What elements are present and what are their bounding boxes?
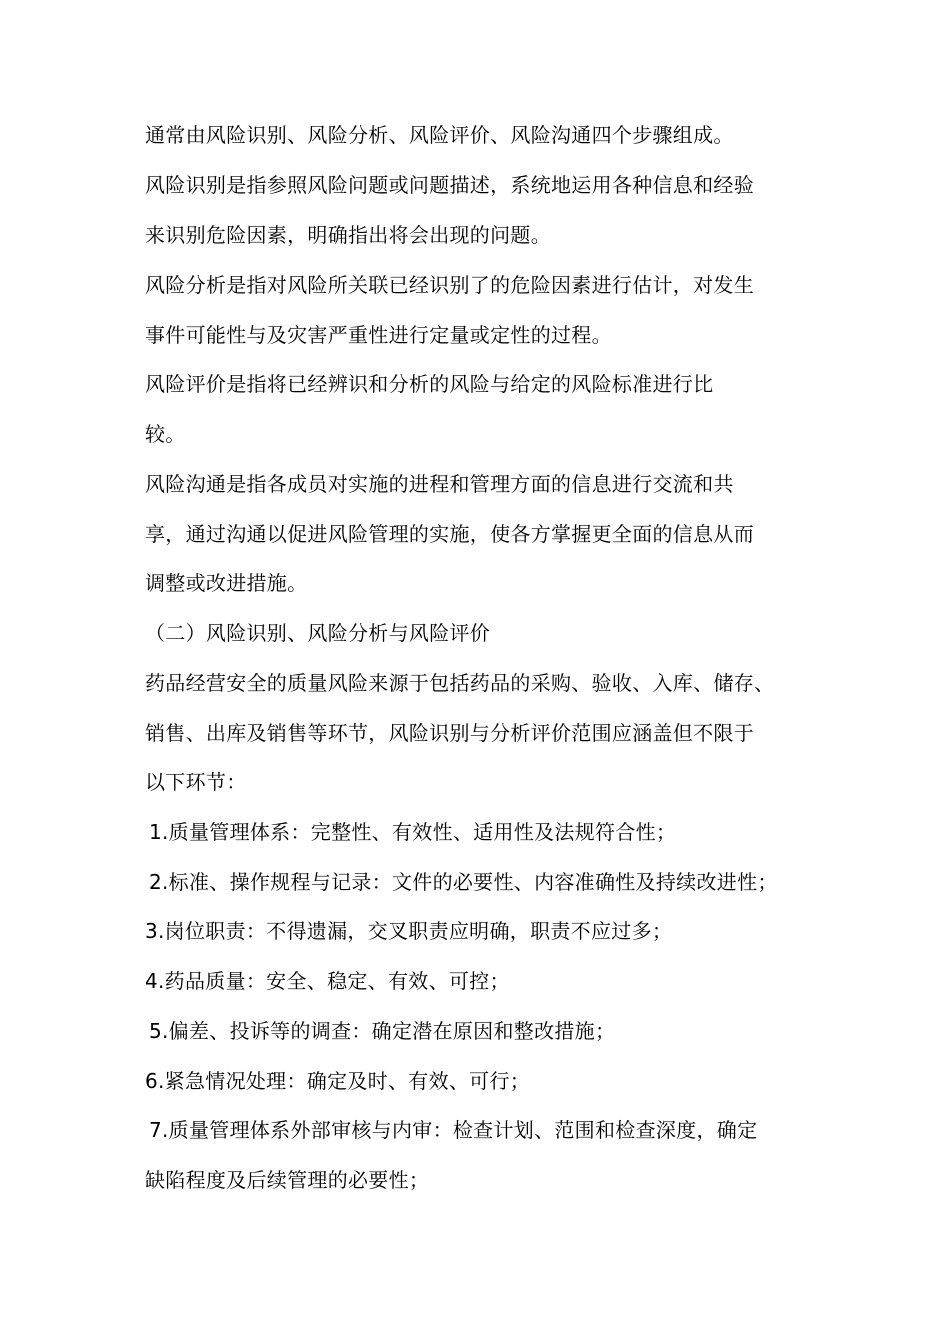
list-item: 4.药品质量：安全、稳定、有效、可控； (145, 969, 510, 993)
paragraph-line: 事件可能性与及灾害严重性进行定量或定性的过程。 (145, 323, 612, 347)
paragraph-line: 缺陷程度及后续管理的必要性； (145, 1168, 430, 1192)
paragraph-line: 药品经营安全的质量风险来源于包括药品的采购、验收、入库、储存、 (145, 671, 775, 695)
paragraph-line: 销售、出库及销售等环节，风险识别与分析评价范围应涵盖但不限于 (145, 721, 754, 745)
list-item: 7.质量管理体系外部审核与内审：检查计划、范围和检查深度，确定 (149, 1118, 758, 1142)
paragraph-line: 通常由风险识别、风险分析、风险评价、风险沟通四个步骤组成。 (145, 123, 734, 147)
paragraph-line: 来识别危险因素，明确指出将会出现的问题。 (145, 223, 551, 247)
list-item: 5.偏差、投诉等的调查：确定潜在原因和整改措施； (149, 1019, 616, 1043)
list-item: 1.质量管理体系：完整性、有效性、适用性及法规符合性； (149, 820, 677, 844)
paragraph-line: 风险沟通是指各成员对实施的进程和管理方面的信息进行交流和共 (145, 472, 734, 496)
section-heading: （二）风险识别、风险分析与风险评价 (145, 621, 491, 645)
paragraph-line: 享，通过沟通以促进风险管理的实施，使各方掌握更全面的信息从而 (145, 522, 754, 546)
list-item: 3.岗位职责：不得遗漏，交叉职责应明确，职责不应过多； (145, 919, 673, 943)
paragraph-line: 风险分析是指对风险所关联已经识别了的危险因素进行估计，对发生 (145, 273, 754, 297)
paragraph-line: 较。 (145, 422, 186, 446)
list-item: 2.标准、操作规程与记录：文件的必要性、内容准确性及持续改进性； (149, 870, 778, 894)
paragraph-line: 调整或改进措施。 (145, 571, 308, 595)
paragraph-line: 以下环节： (145, 770, 247, 794)
paragraph-line: 风险评价是指将已经辨识和分析的风险与给定的风险标准进行比 (145, 372, 714, 396)
list-item: 6.紧急情况处理：确定及时、有效、可行； (145, 1069, 531, 1093)
paragraph-line: 风险识别是指参照风险问题或问题描述，系统地运用各种信息和经验 (145, 173, 754, 197)
